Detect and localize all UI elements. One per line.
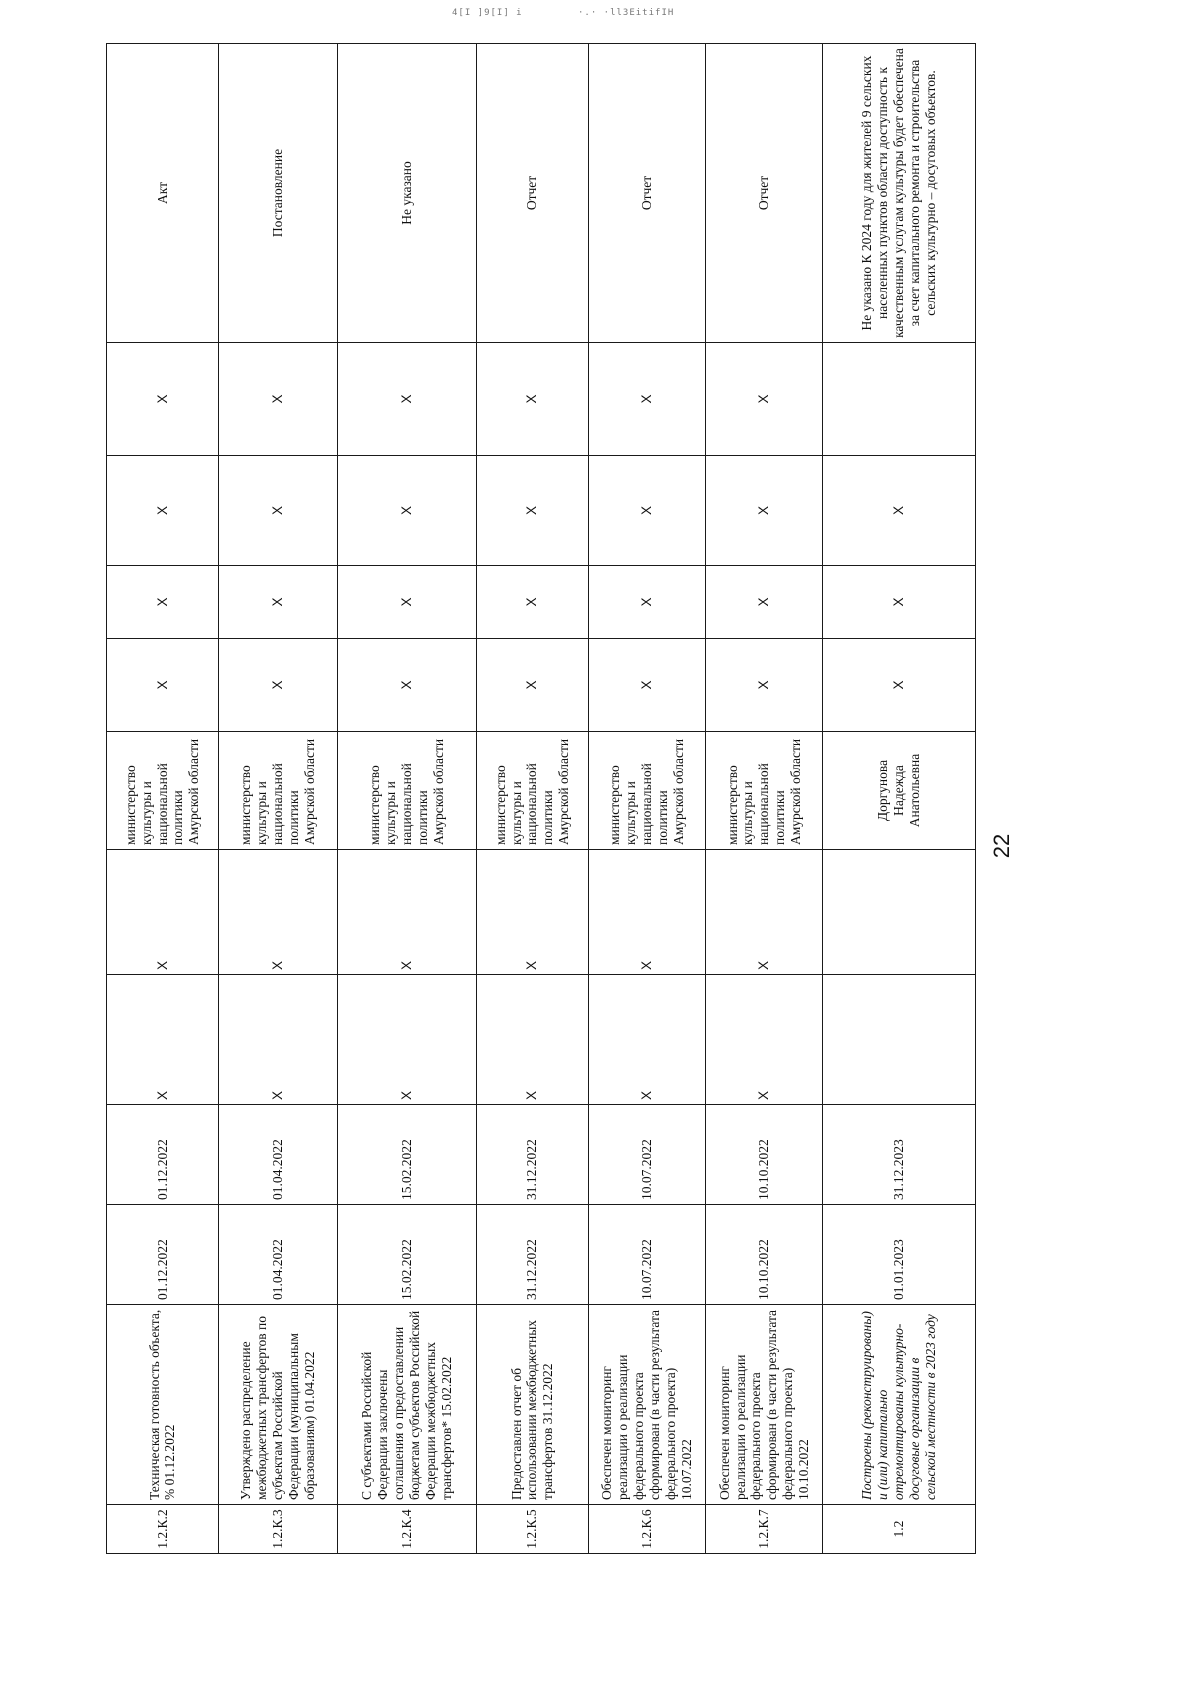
table-row [588, 44, 705, 1554]
document-type-cell: Не указано [338, 44, 477, 343]
start-date-cell: 01.04.2022 [218, 1205, 337, 1305]
end-date-cell: 31.12.2022 [476, 1105, 588, 1205]
row-number-cell: 1.2.К.7 [706, 1505, 823, 1554]
mark-cell: X [107, 639, 219, 732]
scan-header-mark-left: 4[I ]9[I] i [452, 8, 523, 18]
mark-cell: X [107, 456, 219, 566]
mark-cell: X [706, 639, 823, 732]
page-number: 22 [989, 833, 1014, 859]
mark-cell: X [588, 456, 705, 566]
responsible-cell: министерство культуры и национальной политики Амурской области [476, 732, 588, 850]
row-number-cell: 1.2 [823, 1505, 976, 1554]
mark-cell: X [476, 566, 588, 639]
rotated-table-frame [106, 44, 976, 1554]
start-date-cell: 01.12.2022 [107, 1205, 219, 1305]
row-title-cell: Построены (реконструированы) и (или) капитально отремонтированы культурно-досуговые организации в сельской местности в 2023 году [823, 1305, 976, 1505]
table-row [706, 44, 823, 1554]
document-type-cell: Не указано К 2024 году для жителей 9 сельских населенных пунктов области доступность к качественным услугам культуры будет обеспечена за счет капитального ремонта и строительства сельских культурно – досуговых объектов. [823, 44, 976, 343]
start-date-cell: 31.12.2022 [476, 1205, 588, 1305]
mark-cell: X [476, 343, 588, 456]
mark-cell: X [338, 456, 477, 566]
mark-cell: X [706, 456, 823, 566]
plan-table [106, 43, 976, 1554]
mark-cell: X [476, 456, 588, 566]
mark-cell: X [107, 975, 219, 1105]
mark-cell: X [218, 975, 337, 1105]
start-date-cell: 15.02.2022 [338, 1205, 477, 1305]
mark-cell: X [823, 566, 976, 639]
responsible-cell: министерство культуры и национальной политики Амурской области [218, 732, 337, 850]
mark-cell: X [823, 456, 976, 566]
table-row [476, 44, 588, 1554]
responsible-cell: Доргунова Надежда Анатольевна [823, 732, 976, 850]
mark-cell: X [338, 566, 477, 639]
scan-header-mark-right: ·.· ·ll3EitifIH [578, 8, 675, 18]
mark-cell: X [218, 456, 337, 566]
table-row [338, 44, 477, 1554]
row-number-cell: 1.2.К.5 [476, 1505, 588, 1554]
mark-cell: X [588, 343, 705, 456]
mark-cell: X [823, 639, 976, 732]
document-type-cell: Постановление [218, 44, 337, 343]
table-row [823, 44, 976, 1554]
end-date-cell: 31.12.2023 [823, 1105, 976, 1205]
end-date-cell: 10.10.2022 [706, 1105, 823, 1205]
mark-cell [823, 343, 976, 456]
document-type-cell: Акт [107, 44, 219, 343]
mark-cell: X [338, 975, 477, 1105]
start-date-cell: 01.01.2023 [823, 1205, 976, 1305]
mark-cell: X [107, 343, 219, 456]
mark-cell: X [338, 639, 477, 732]
mark-cell: X [107, 566, 219, 639]
mark-cell: X [476, 639, 588, 732]
row-number-cell: 1.2.К.4 [338, 1505, 477, 1554]
row-title-cell: Обеспечен мониторинг реализации о реализации федерального проекта сформирован (в части результата федерального проекта) 10.07.2022 [588, 1305, 705, 1505]
mark-cell: X [588, 850, 705, 975]
mark-cell [823, 975, 976, 1105]
row-number-cell: 1.2.К.6 [588, 1505, 705, 1554]
end-date-cell: 15.02.2022 [338, 1105, 477, 1205]
mark-cell: X [338, 850, 477, 975]
row-title-cell: Техническая готовность объекта, % 01.12.2022 [107, 1305, 219, 1505]
row-title-cell: С субъектами Российской Федерации заключены соглашения о предоставлении бюджетам субъектов Российской Федерации межбюджетных трансфертов* 15.02.2022 [338, 1305, 477, 1505]
end-date-cell: 01.04.2022 [218, 1105, 337, 1205]
document-type-cell: Отчет [588, 44, 705, 343]
mark-cell: X [588, 975, 705, 1105]
row-number-cell: 1.2.К.3 [218, 1505, 337, 1554]
responsible-cell: министерство культуры и национальной политики Амурской области [588, 732, 705, 850]
responsible-cell: министерство культуры и национальной политики Амурской области [706, 732, 823, 850]
row-number-cell: 1.2.К.2 [107, 1505, 219, 1554]
row-title-cell: Предоставлен отчет об использовании межбюджетных трансфертов 31.12.2022 [476, 1305, 588, 1505]
mark-cell: X [706, 343, 823, 456]
document-type-cell: Отчет [706, 44, 823, 343]
end-date-cell: 01.12.2022 [107, 1105, 219, 1205]
end-date-cell: 10.07.2022 [588, 1105, 705, 1205]
start-date-cell: 10.07.2022 [588, 1205, 705, 1305]
mark-cell: X [588, 639, 705, 732]
mark-cell: X [588, 566, 705, 639]
mark-cell: X [218, 850, 337, 975]
table-row [218, 44, 337, 1554]
row-title-cell: Обеспечен мониторинг реализации о реализации федерального проекта сформирован (в части результата федерального проекта) 10.10.2022 [706, 1305, 823, 1505]
row-title-cell: Утверждено распределение межбюджетных трансфертов по субъектам Российской Федерации (муниципальным образованиям) 01.04.2022 [218, 1305, 337, 1505]
mark-cell: X [218, 343, 337, 456]
mark-cell: X [338, 343, 477, 456]
mark-cell: X [706, 850, 823, 975]
mark-cell: X [476, 975, 588, 1105]
mark-cell: X [218, 566, 337, 639]
mark-cell: X [218, 639, 337, 732]
mark-cell: X [706, 975, 823, 1105]
responsible-cell: министерство культуры и национальной политики Амурской области [107, 732, 219, 850]
mark-cell: X [706, 566, 823, 639]
document-type-cell: Отчет [476, 44, 588, 343]
mark-cell [823, 850, 976, 975]
mark-cell: X [107, 850, 219, 975]
table-row [107, 44, 219, 1554]
start-date-cell: 10.10.2022 [706, 1205, 823, 1305]
mark-cell: X [476, 850, 588, 975]
responsible-cell: министерство культуры и национальной политики Амурской области [338, 732, 477, 850]
